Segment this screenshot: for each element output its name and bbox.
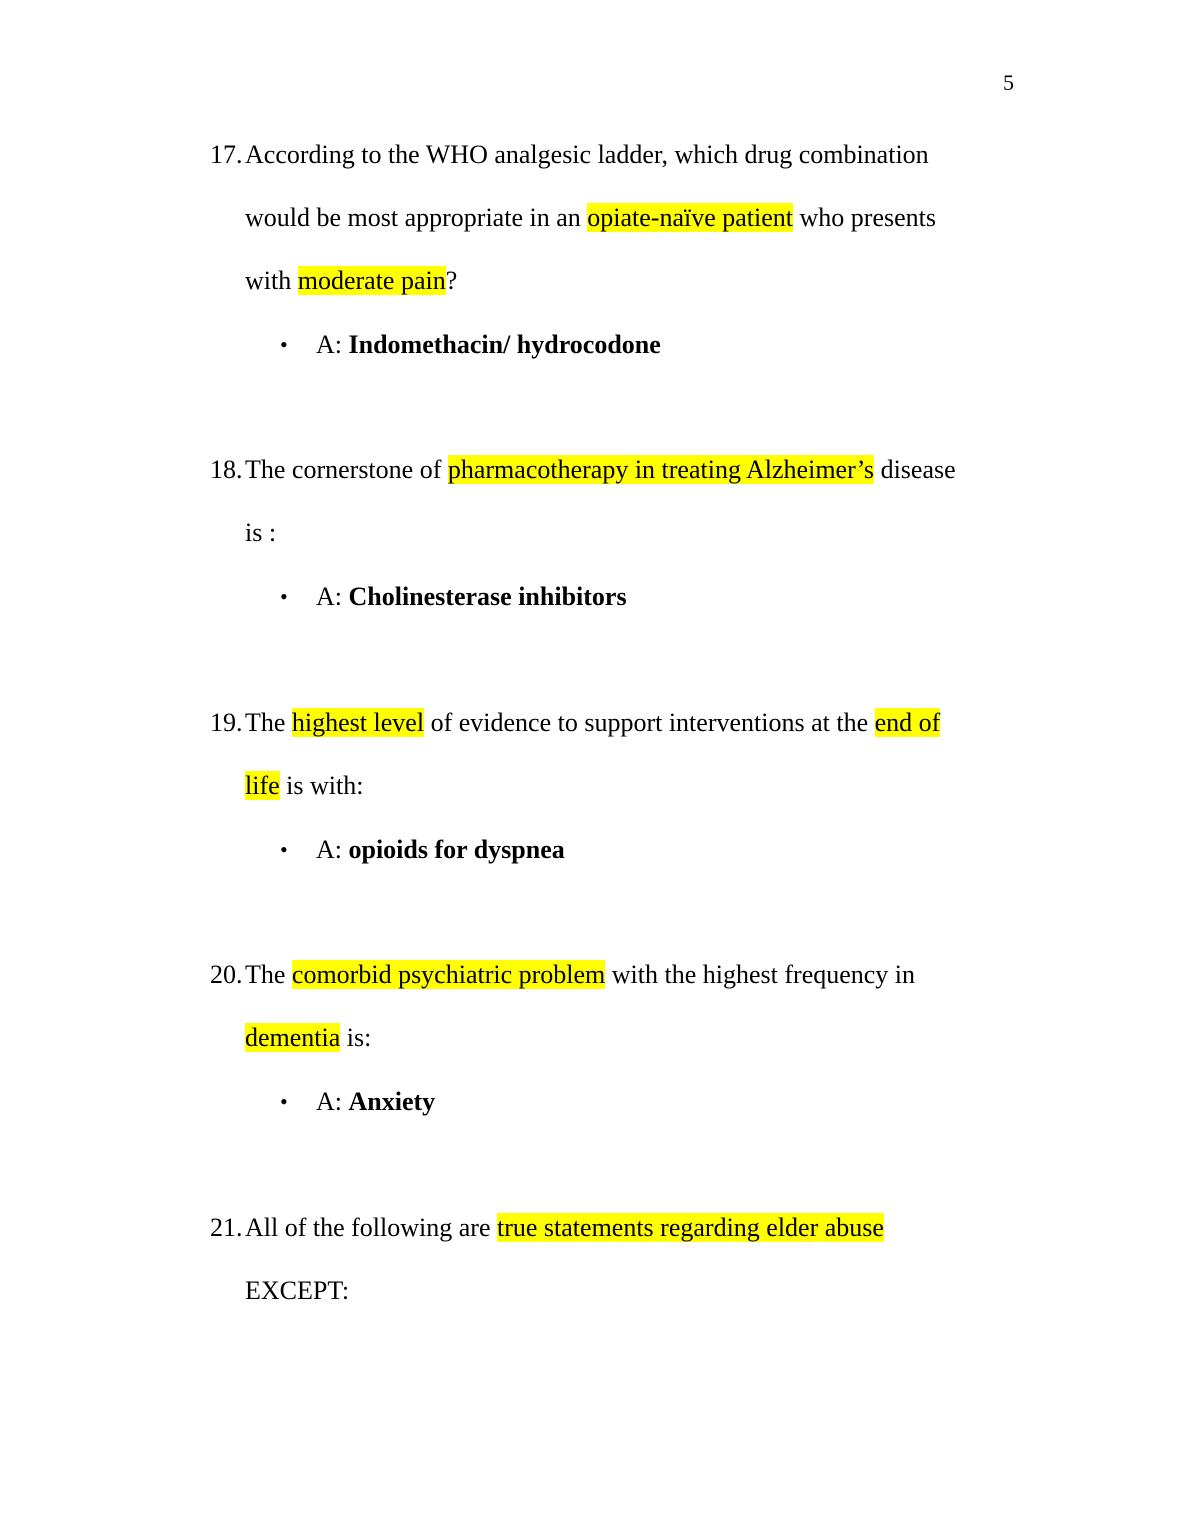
question-line xyxy=(245,203,936,233)
highlighted-text: true statements regarding elder abuse xyxy=(497,1213,884,1242)
question-number: 21. xyxy=(210,1213,243,1242)
text-segment: ? xyxy=(445,266,458,295)
text-segment: The xyxy=(245,708,292,737)
question-number: 18. xyxy=(210,455,243,484)
highlighted-text: life xyxy=(245,771,280,800)
highlighted-text: end of xyxy=(874,708,941,737)
answer-line xyxy=(316,330,661,360)
text-segment: of evidence to support interventions at the xyxy=(424,708,875,737)
highlighted-text: opiate-naïve patient xyxy=(587,203,794,232)
page-number: 5 xyxy=(1003,70,1014,95)
question-line xyxy=(245,518,276,548)
text-segment: disease xyxy=(874,455,956,484)
question-line xyxy=(245,1213,884,1243)
text-segment: would be most appropriate in an xyxy=(245,203,588,232)
bullet-icon: • xyxy=(280,332,288,357)
answer-text: Cholinesterase inhibitors xyxy=(348,582,627,611)
text-segment: with the highest frequency in xyxy=(605,960,916,989)
text-segment: is : xyxy=(245,518,277,547)
question-line xyxy=(245,960,915,990)
question-line xyxy=(245,1023,371,1053)
question-number: 17. xyxy=(210,140,243,169)
highlighted-text: highest level xyxy=(291,708,425,737)
question-number: 20. xyxy=(210,960,243,989)
answer-text: opioids for dyspnea xyxy=(348,835,565,864)
answer-line xyxy=(316,582,627,612)
text-segment: with xyxy=(245,266,298,295)
highlighted-text: moderate pain xyxy=(297,266,446,295)
highlighted-text: pharmacotherapy in treating Alzheimer’s xyxy=(447,455,875,484)
question-line xyxy=(245,140,929,170)
answer-line xyxy=(316,1087,435,1117)
question-number: 19. xyxy=(210,708,243,737)
answer-text: Anxiety xyxy=(348,1087,436,1116)
bullet-icon: • xyxy=(280,837,288,862)
text-segment: The cornerstone of xyxy=(245,455,448,484)
text-segment: is: xyxy=(340,1023,372,1052)
highlighted-text: comorbid psychiatric problem xyxy=(291,960,606,989)
answer-prefix: A: xyxy=(316,330,349,359)
question-line xyxy=(245,266,457,296)
bullet-icon: • xyxy=(280,1089,288,1114)
text-segment: The xyxy=(245,960,292,989)
question-line xyxy=(245,1276,349,1306)
answer-prefix: A: xyxy=(316,1087,349,1116)
highlighted-text: dementia xyxy=(245,1023,341,1052)
text-segment: All of the following are xyxy=(245,1213,497,1242)
answer-line xyxy=(316,835,565,865)
answer-text: Indomethacin/ hydrocodone xyxy=(348,330,661,359)
bullet-icon: • xyxy=(280,584,288,609)
text-segment: According to the WHO analgesic ladder, which drug combination xyxy=(245,140,929,169)
question-line xyxy=(245,771,363,801)
text-segment: who presents xyxy=(793,203,936,232)
question-line xyxy=(245,708,940,738)
text-segment: EXCEPT: xyxy=(245,1276,350,1305)
answer-prefix: A: xyxy=(316,835,349,864)
text-segment: is with: xyxy=(279,771,364,800)
answer-prefix: A: xyxy=(316,582,349,611)
question-line xyxy=(245,455,956,485)
